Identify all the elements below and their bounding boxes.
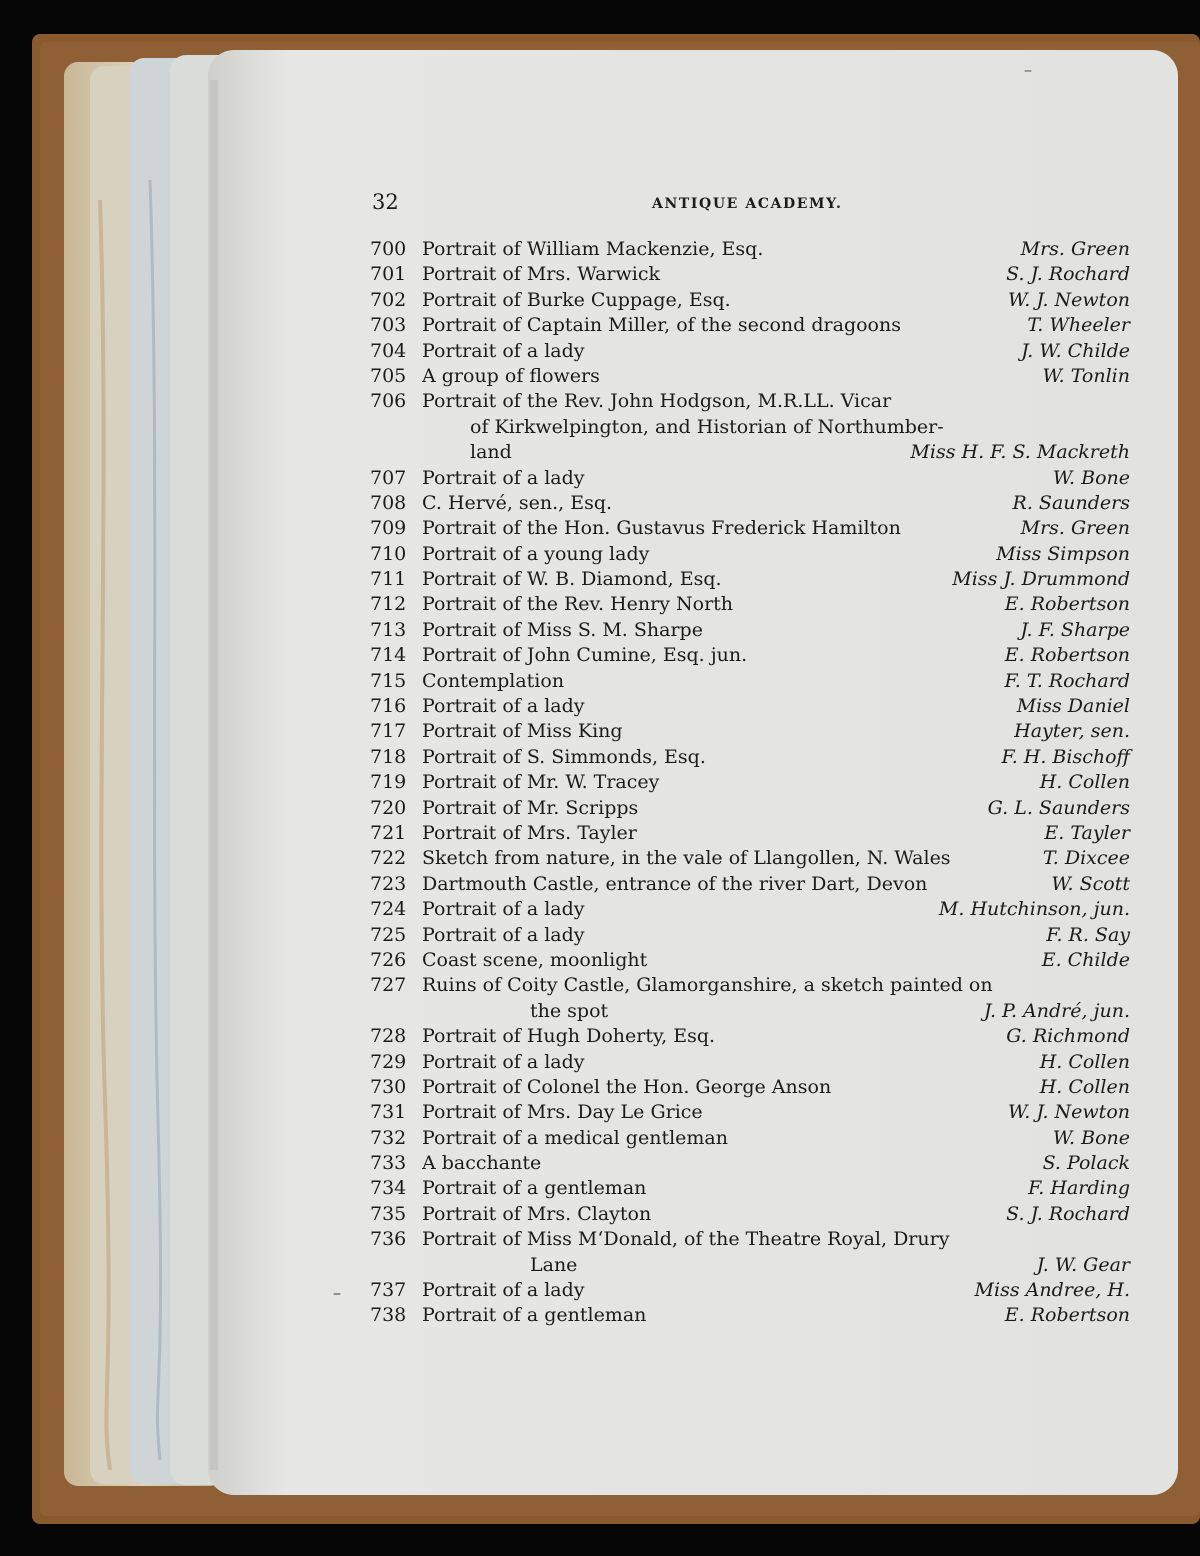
- catalogue-entry: [370, 568, 1130, 593]
- catalogue-entry: [370, 771, 1130, 796]
- entry-title: Portrait of Burke Cuppage, Esq.: [422, 288, 731, 311]
- entry-number: 720: [370, 796, 407, 819]
- entry-artist: F. Harding: [1028, 1177, 1130, 1200]
- entry-artist: W. J. Newton: [1008, 1101, 1130, 1124]
- entry-number: 736: [370, 1228, 407, 1251]
- entry-title: Coast scene, moonlight: [422, 948, 648, 971]
- entry-title: Portrait of Miss King: [422, 720, 623, 743]
- entry-title: Portrait of Mrs. Warwick: [422, 263, 660, 286]
- page-title: ANTIQUE ACADEMY.: [652, 196, 843, 212]
- entry-artist: G. L. Saunders: [987, 796, 1130, 819]
- catalogue-entry: [370, 797, 1130, 822]
- entry-title: Portrait of John Cumine, Esq. jun.: [422, 644, 748, 667]
- entry-title: Portrait of Mrs. Tayler: [422, 821, 637, 844]
- entry-artist: Miss Simpson: [996, 542, 1130, 565]
- entry-artist: W. J. Newton: [1008, 288, 1130, 311]
- entry-number: 711: [370, 568, 407, 591]
- entry-number: 709: [370, 517, 407, 540]
- entry-title: Portrait of Hugh Doherty, Esq.: [422, 1025, 716, 1048]
- catalogue-entry: [370, 517, 1130, 542]
- catalogue-entry: [370, 1025, 1130, 1050]
- entry-title: Ruins of Coity Castle, Glamorganshire, a sketch painted on: [422, 974, 993, 997]
- catalogue-entry: [370, 898, 1130, 923]
- catalogue-entry: [370, 695, 1130, 720]
- entry-number: 725: [370, 923, 407, 946]
- entry-title: Contemplation: [422, 669, 565, 692]
- entry-number: 727: [370, 974, 407, 997]
- catalogue-entry-continuation: [370, 441, 1130, 466]
- entry-title: Portrait of the Hon. Gustavus Frederick Hamilton: [422, 517, 901, 540]
- entry-artist: S. J. Rochard: [1006, 1202, 1130, 1225]
- entry-artist: W. Tonlin: [1042, 364, 1130, 387]
- catalogue-entry: [370, 593, 1130, 618]
- catalogue-entry-continuation: [370, 416, 1130, 441]
- entry-title: Portrait of a gentleman: [422, 1177, 647, 1200]
- entry-number: 732: [370, 1126, 407, 1149]
- entry-number: 713: [370, 618, 407, 641]
- catalogue-entry: [370, 644, 1130, 669]
- entry-number: 723: [370, 872, 407, 895]
- entry-number: 728: [370, 1025, 407, 1048]
- catalogue-entry: [370, 822, 1130, 847]
- catalogue-entry: [370, 467, 1130, 492]
- catalogue-entry: [370, 847, 1130, 872]
- entry-artist: M. Hutchinson, jun.: [938, 898, 1130, 921]
- entry-title: Lane: [530, 1253, 578, 1276]
- catalogue-entry: [370, 1228, 1130, 1253]
- entry-artist: J. W. Childe: [1021, 339, 1130, 362]
- page-mark: –: [1024, 60, 1032, 79]
- entry-artist: Miss Daniel: [1016, 695, 1130, 718]
- catalogue-entry: [370, 543, 1130, 568]
- catalogue-entry: [370, 1279, 1130, 1304]
- catalogue-entry-continuation: [370, 1000, 1130, 1025]
- catalogue-entry: [370, 365, 1130, 390]
- entry-number: 735: [370, 1202, 407, 1225]
- entry-number: 702: [370, 288, 407, 311]
- catalogue-entry: [370, 1076, 1130, 1101]
- entry-title: Dartmouth Castle, entrance of the river Dart, Devon: [422, 872, 928, 895]
- entry-number: 706: [370, 390, 407, 413]
- catalogue-entry: [370, 1203, 1130, 1228]
- entry-number: 710: [370, 542, 407, 565]
- catalogue-entry-continuation: [370, 1254, 1130, 1279]
- entry-title: Portrait of a gentleman: [422, 1304, 647, 1327]
- entry-number: 733: [370, 1152, 407, 1175]
- entry-artist: G. Richmond: [1006, 1025, 1130, 1048]
- entry-title: Portrait of Mrs. Clayton: [422, 1202, 652, 1225]
- entry-number: 719: [370, 771, 407, 794]
- entry-artist: J. P. André, jun.: [983, 999, 1130, 1022]
- page-number: 32: [372, 190, 399, 214]
- entry-number: 734: [370, 1177, 407, 1200]
- entry-title: Portrait of William Mackenzie, Esq.: [422, 238, 764, 260]
- entry-title: Portrait of Colonel the Hon. George Anson: [422, 1075, 832, 1098]
- entry-artist: H. Collen: [1039, 1050, 1130, 1073]
- catalogue-entry: [370, 238, 1130, 263]
- entry-artist: W. Bone: [1052, 466, 1130, 489]
- entry-number: 721: [370, 821, 407, 844]
- entry-artist: F. H. Bischoff: [1001, 745, 1130, 768]
- catalogue-entry: [370, 1304, 1130, 1329]
- entry-artist: Miss J. Drummond: [952, 568, 1130, 591]
- entry-number: 716: [370, 695, 407, 718]
- entry-number: 731: [370, 1101, 407, 1124]
- entry-artist: T. Dixcee: [1042, 847, 1130, 870]
- entry-title: C. Hervé, sen., Esq.: [422, 491, 613, 514]
- entry-title: Portrait of a lady: [422, 923, 585, 946]
- entry-number: 722: [370, 847, 407, 870]
- catalogue-entry: [370, 1101, 1130, 1126]
- entry-title: Portrait of Mr. W. Tracey: [422, 771, 660, 794]
- entry-number: 700: [370, 238, 407, 260]
- catalogue-entry: [370, 289, 1130, 314]
- catalogue-entry: [370, 1152, 1130, 1177]
- entry-title: Portrait of Captain Miller, of the second dragoons: [422, 314, 901, 337]
- entry-title: Portrait of Mr. Scripps: [422, 796, 639, 819]
- entry-title: of Kirkwelpington, and Historian of Northumber-: [470, 415, 944, 438]
- entry-title: Portrait of a lady: [422, 898, 585, 921]
- entry-artist: F. T. Rochard: [1004, 669, 1130, 692]
- entry-number: 707: [370, 466, 407, 489]
- entry-number: 726: [370, 948, 407, 971]
- entry-artist: Miss H. F. S. Mackreth: [910, 441, 1130, 464]
- catalogue-entry: [370, 492, 1130, 517]
- entry-artist: E. Robertson: [1004, 644, 1130, 667]
- entry-title: Portrait of a lady: [422, 466, 585, 489]
- entry-title: A group of flowers: [422, 364, 600, 387]
- entry-artist: S. Polack: [1042, 1152, 1130, 1175]
- catalogue-entry: [370, 619, 1130, 644]
- catalogue-entry: [370, 263, 1130, 288]
- entry-title: Portrait of W. B. Diamond, Esq.: [422, 568, 722, 591]
- catalogue-entry: [370, 670, 1130, 695]
- entry-artist: F. R. Say: [1046, 923, 1130, 946]
- entry-title: Sketch from nature, in the vale of Llangollen, N. Wales: [422, 847, 951, 870]
- entry-artist: H. Collen: [1039, 771, 1130, 794]
- entry-number: 701: [370, 263, 407, 286]
- entry-number: 737: [370, 1279, 407, 1302]
- entry-title: land: [470, 441, 512, 464]
- entry-title: Portrait of the Rev. John Hodgson, M.R.LL. Vicar: [422, 390, 892, 413]
- entry-artist: J. F. Sharpe: [1020, 618, 1130, 641]
- catalogue-entry: [370, 924, 1130, 949]
- entry-artist: Mrs. Green: [1020, 517, 1130, 540]
- entry-title: Portrait of Mrs. Day Le Grice: [422, 1101, 703, 1124]
- catalogue-list: [370, 238, 1130, 1330]
- entry-number: 712: [370, 593, 407, 616]
- entry-artist: W. Scott: [1051, 872, 1130, 895]
- entry-artist: Miss Andree, H.: [974, 1279, 1130, 1302]
- entry-artist: H. Collen: [1039, 1075, 1130, 1098]
- entry-artist: E. Tayler: [1044, 821, 1130, 844]
- entry-number: 724: [370, 898, 407, 921]
- entry-artist: W. Bone: [1052, 1126, 1130, 1149]
- entry-title: A bacchante: [422, 1152, 542, 1175]
- entry-title: Portrait of the Rev. Henry North: [422, 593, 734, 616]
- entry-title: Portrait of a young lady: [422, 542, 650, 565]
- entry-title: Portrait of a medical gentleman: [422, 1126, 728, 1149]
- catalogue-entry: [370, 390, 1130, 415]
- entry-number: 715: [370, 669, 407, 692]
- entry-artist: T. Wheeler: [1027, 314, 1130, 337]
- entry-title: Portrait of a lady: [422, 695, 585, 718]
- entry-artist: E. Robertson: [1004, 593, 1130, 616]
- entry-title: Portrait of Miss M‘Donald, of the Theatre Royal, Drury: [422, 1228, 950, 1251]
- entry-number: 729: [370, 1050, 407, 1073]
- entry-artist: R. Saunders: [1012, 491, 1130, 514]
- entry-title: Portrait of a lady: [422, 339, 585, 362]
- entry-artist: Mrs. Green: [1020, 238, 1130, 260]
- entry-number: 738: [370, 1304, 407, 1327]
- entry-number: 703: [370, 314, 407, 337]
- entry-number: 708: [370, 491, 407, 514]
- catalogue-entry: [370, 1051, 1130, 1076]
- entry-artist: J. W. Gear: [1036, 1253, 1130, 1276]
- entry-title: Portrait of a lady: [422, 1050, 585, 1073]
- entry-artist: E. Robertson: [1004, 1304, 1130, 1327]
- entry-number: 705: [370, 364, 407, 387]
- catalogue-entry: [370, 720, 1130, 745]
- entry-number: 704: [370, 339, 407, 362]
- catalogue-entry: [370, 974, 1130, 999]
- catalogue-entry: [370, 873, 1130, 898]
- entry-title: Portrait of Miss S. M. Sharpe: [422, 618, 703, 641]
- entry-artist: Hayter, sen.: [1014, 720, 1130, 743]
- entry-number: 718: [370, 745, 407, 768]
- catalogue-entry: [370, 746, 1130, 771]
- entry-artist: S. J. Rochard: [1006, 263, 1130, 286]
- entry-number: 730: [370, 1075, 407, 1098]
- entry-number: 717: [370, 720, 407, 743]
- entry-title: the spot: [530, 999, 609, 1022]
- catalogue-entry: [370, 949, 1130, 974]
- entry-title: Portrait of S. Simmonds, Esq.: [422, 745, 706, 768]
- catalogue-entry: [370, 340, 1130, 365]
- entry-artist: E. Childe: [1041, 948, 1130, 971]
- entry-number: 714: [370, 644, 407, 667]
- catalogue-entry: [370, 1127, 1130, 1152]
- catalogue-entry: [370, 314, 1130, 339]
- entry-title: Portrait of a lady: [422, 1279, 585, 1302]
- margin-mark: –: [333, 1283, 341, 1302]
- catalogue-entry: [370, 1177, 1130, 1202]
